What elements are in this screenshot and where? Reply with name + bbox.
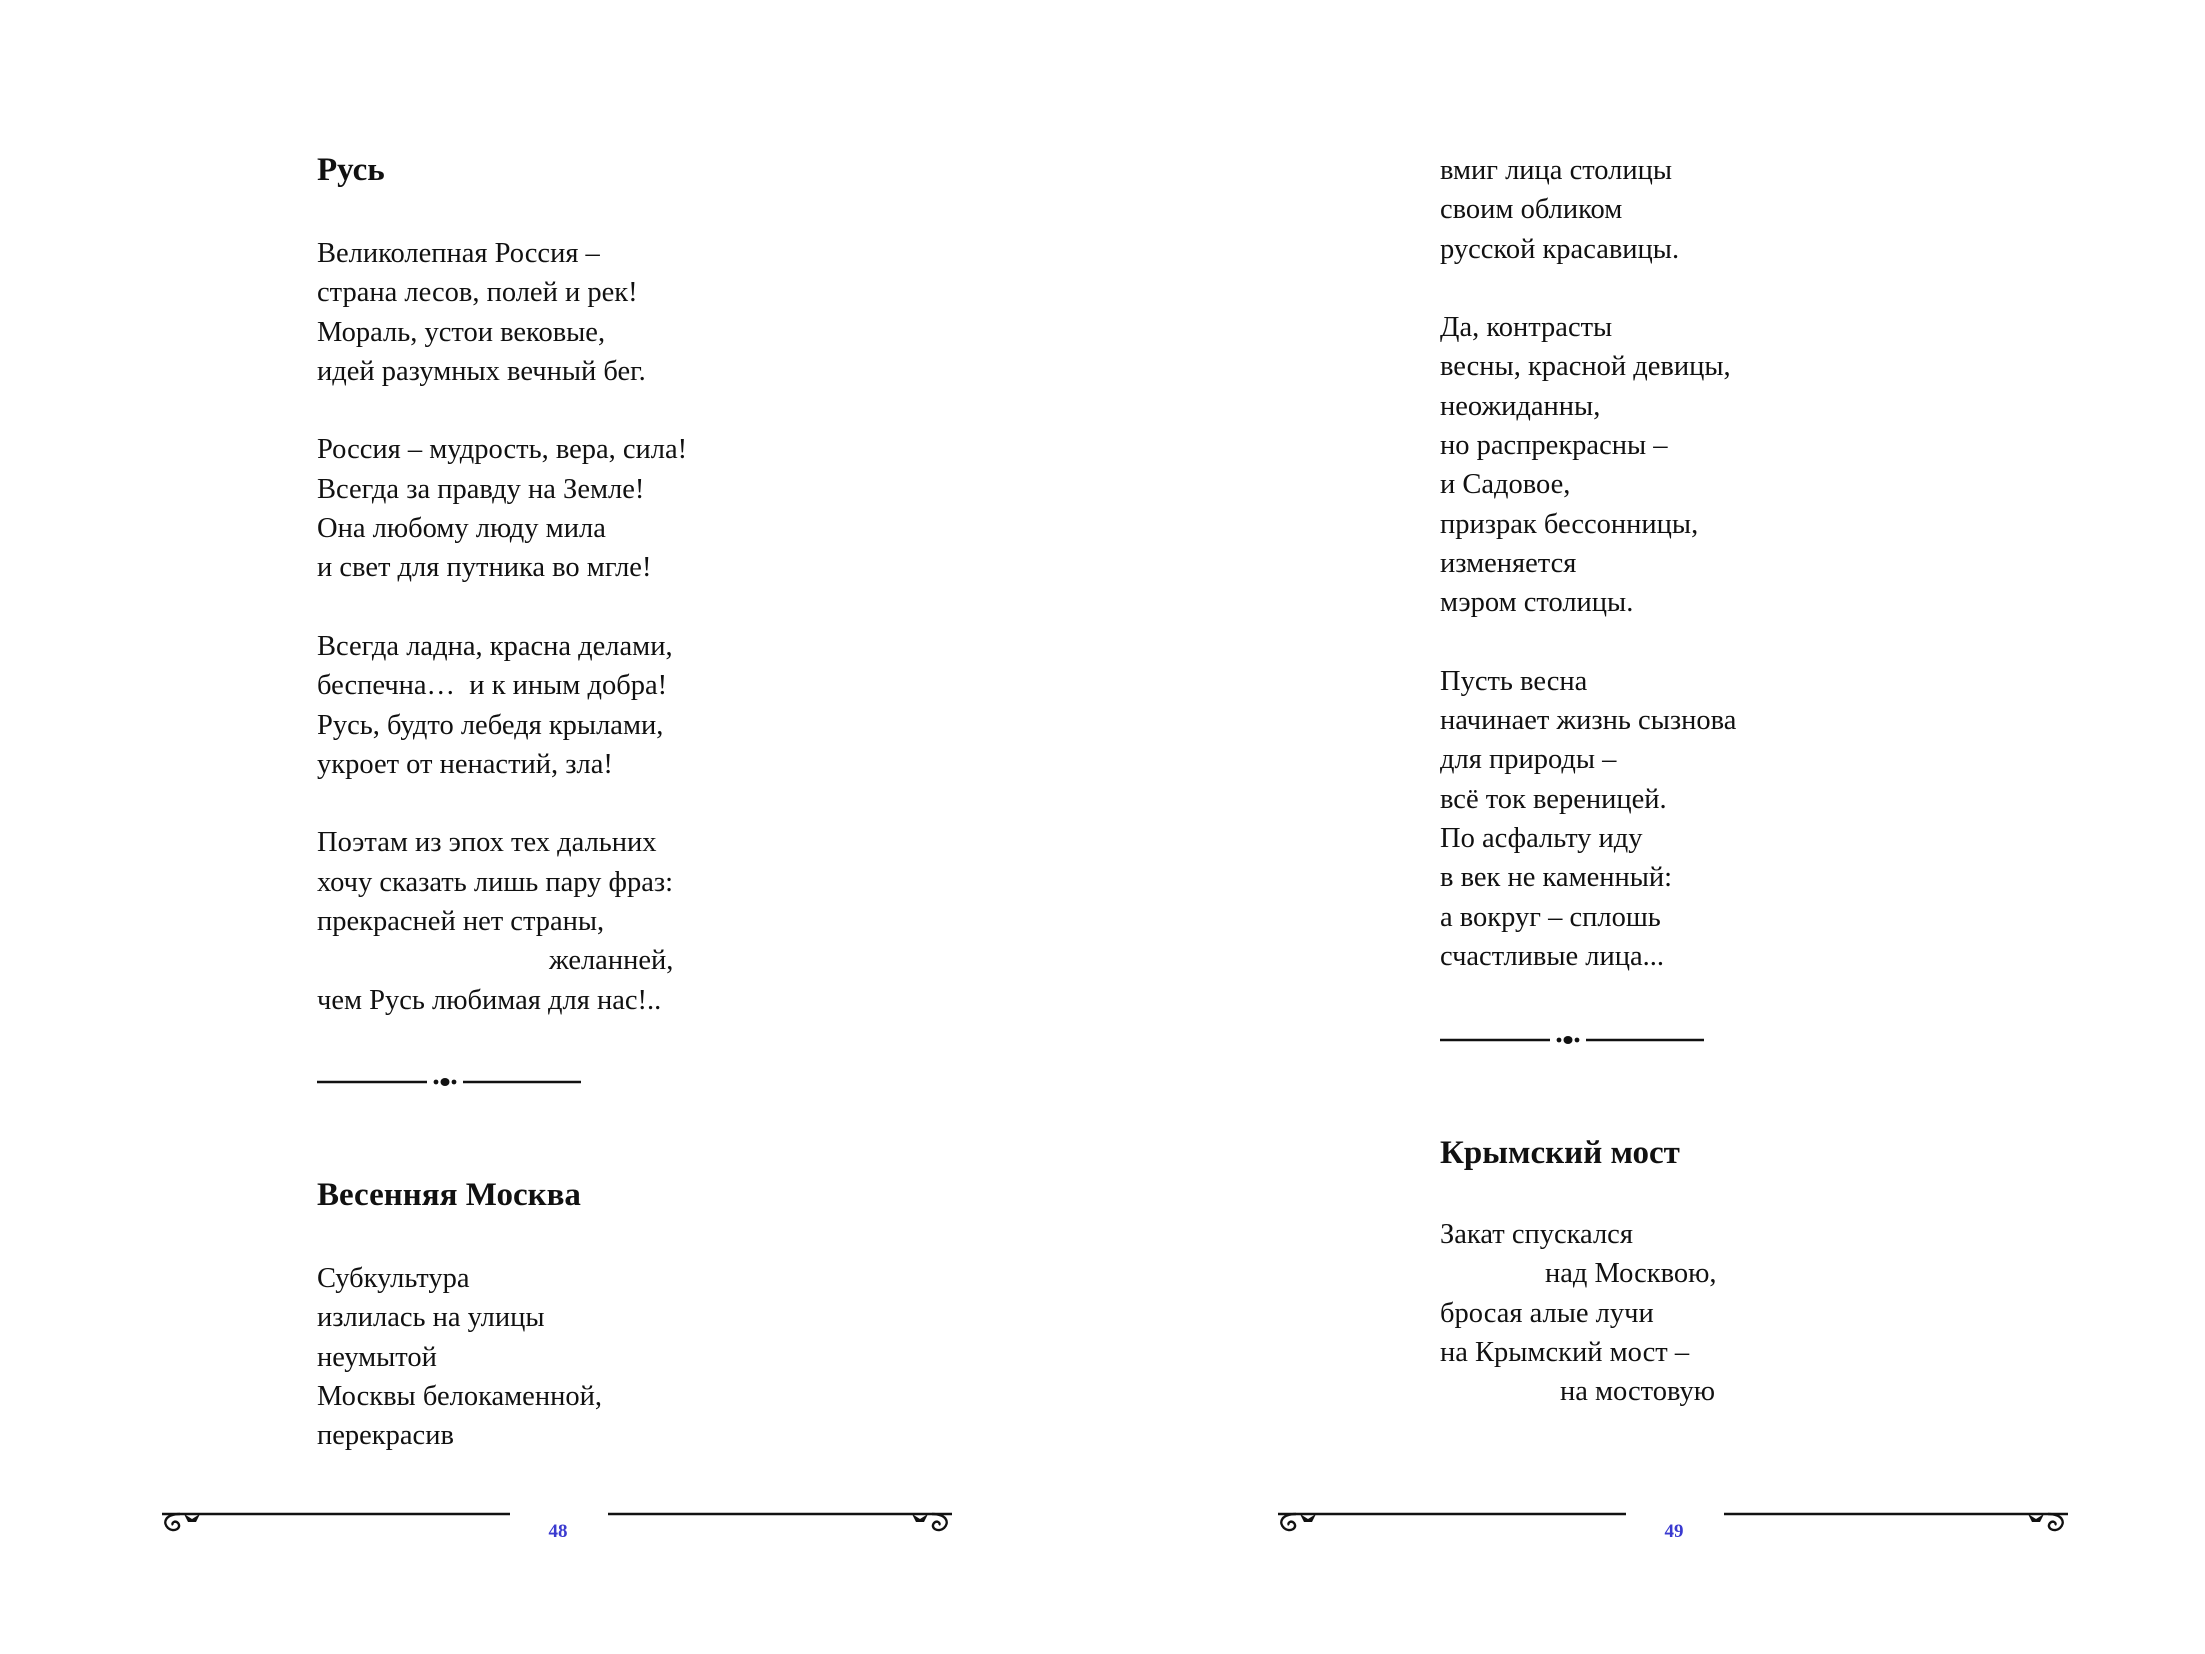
poem-line: начинает жизнь сызнова <box>1440 705 1737 737</box>
poem-title: Крымский мост <box>1440 1135 1680 1171</box>
poem-line: чем Русь любимая для нас!.. <box>317 984 662 1016</box>
poem-line: По асфальту иду <box>1440 823 1643 855</box>
poem-line: укроет от ненастий, зла! <box>317 748 613 780</box>
poem-line: и Садовое, <box>1440 469 1571 501</box>
poem-line: Пусть весна <box>1440 665 1588 697</box>
poem-line: Русь, будто лебедя крылами, <box>317 709 664 741</box>
poem-spring-moscow-text <box>317 1259 602 1455</box>
page-number: 48 <box>548 1521 568 1542</box>
poem-line: на Крымский мост – <box>1440 1336 1690 1368</box>
poem-line: бросая алые лучи <box>1440 1297 1654 1329</box>
right-page <box>1103 0 2205 1654</box>
poem-line: но распрекрасны – <box>1440 430 1668 462</box>
divider-ornament <box>317 1075 581 1089</box>
poem-crimean-bridge <box>1440 1133 1680 1173</box>
poem-line: Москвы белокаменной, <box>317 1380 602 1412</box>
poem-line: всё ток вереницей. <box>1440 783 1667 815</box>
poem-line: на мостовую <box>1560 1376 1716 1408</box>
left-page <box>0 0 1102 1654</box>
poem-line: счастливые лица... <box>1440 940 1665 972</box>
poem-line: беспечна… и к иным добра! <box>317 670 668 702</box>
poem-line: Закат спускался <box>1440 1219 1633 1250</box>
poem-line: Великолепная Россия – <box>317 238 600 269</box>
poem-line: в век не каменный: <box>1440 862 1673 894</box>
poem-line: желанней, <box>549 945 674 977</box>
poem-line: весны, красной девицы, <box>1440 351 1731 383</box>
poem-line: для природы – <box>1440 744 1617 776</box>
poem-line: страна лесов, полей и рек! <box>317 277 638 309</box>
poem-line: хочу сказать лишь пару фраз: <box>317 866 674 898</box>
poem-line: а вокруг – сплошь <box>1440 901 1661 933</box>
poem-line: русской красавицы. <box>1440 233 1680 265</box>
poem-rus-text <box>317 234 687 1020</box>
poem-line: мэром столицы. <box>1440 587 1634 619</box>
page-number: 49 <box>1664 1521 1684 1542</box>
divider-ornament <box>1440 1033 1704 1047</box>
poem-line: своим обликом <box>1440 194 1623 226</box>
poem-line: идей разумных вечный бег. <box>317 355 646 387</box>
poem-line: Россия – мудрость, вера, сила! <box>317 434 688 466</box>
poem-line: Она любому люду мила <box>317 513 606 545</box>
poem-line: прекрасней нет страны, <box>317 906 605 938</box>
poem-rus <box>317 150 385 190</box>
poem-line: Субкультура <box>317 1263 470 1294</box>
poem-crimean-bridge-text <box>1440 1215 1717 1411</box>
poem-spring-moscow <box>317 1175 581 1215</box>
poem-title: Русь <box>317 152 385 188</box>
poem-line: Да, контрасты <box>1440 312 1613 344</box>
poem-line: призрак бессонницы, <box>1440 508 1699 540</box>
poem-line: перекрасив <box>317 1420 454 1452</box>
poem-line: и свет для путника во мгле! <box>317 552 652 584</box>
poem-line: Всегда за правду на Земле! <box>317 473 645 505</box>
poem-line: неожиданны, <box>1440 390 1601 422</box>
poem-spring-moscow-continued <box>1440 151 1736 976</box>
poem-line: вмиг лица столицы <box>1440 155 1673 186</box>
poem-line: изменяется <box>1440 547 1577 579</box>
poem-line: излилась на улицы <box>317 1302 545 1334</box>
poem-line: Поэтам из эпох тех дальних <box>317 827 657 859</box>
poem-line: над Москвою, <box>1545 1258 1717 1290</box>
poem-line: Всегда ладна, красна делами, <box>317 630 673 662</box>
poem-line: Мораль, устои вековые, <box>317 316 606 348</box>
poem-line: неумытой <box>317 1341 437 1373</box>
poem-title: Весенняя Москва <box>317 1177 581 1213</box>
